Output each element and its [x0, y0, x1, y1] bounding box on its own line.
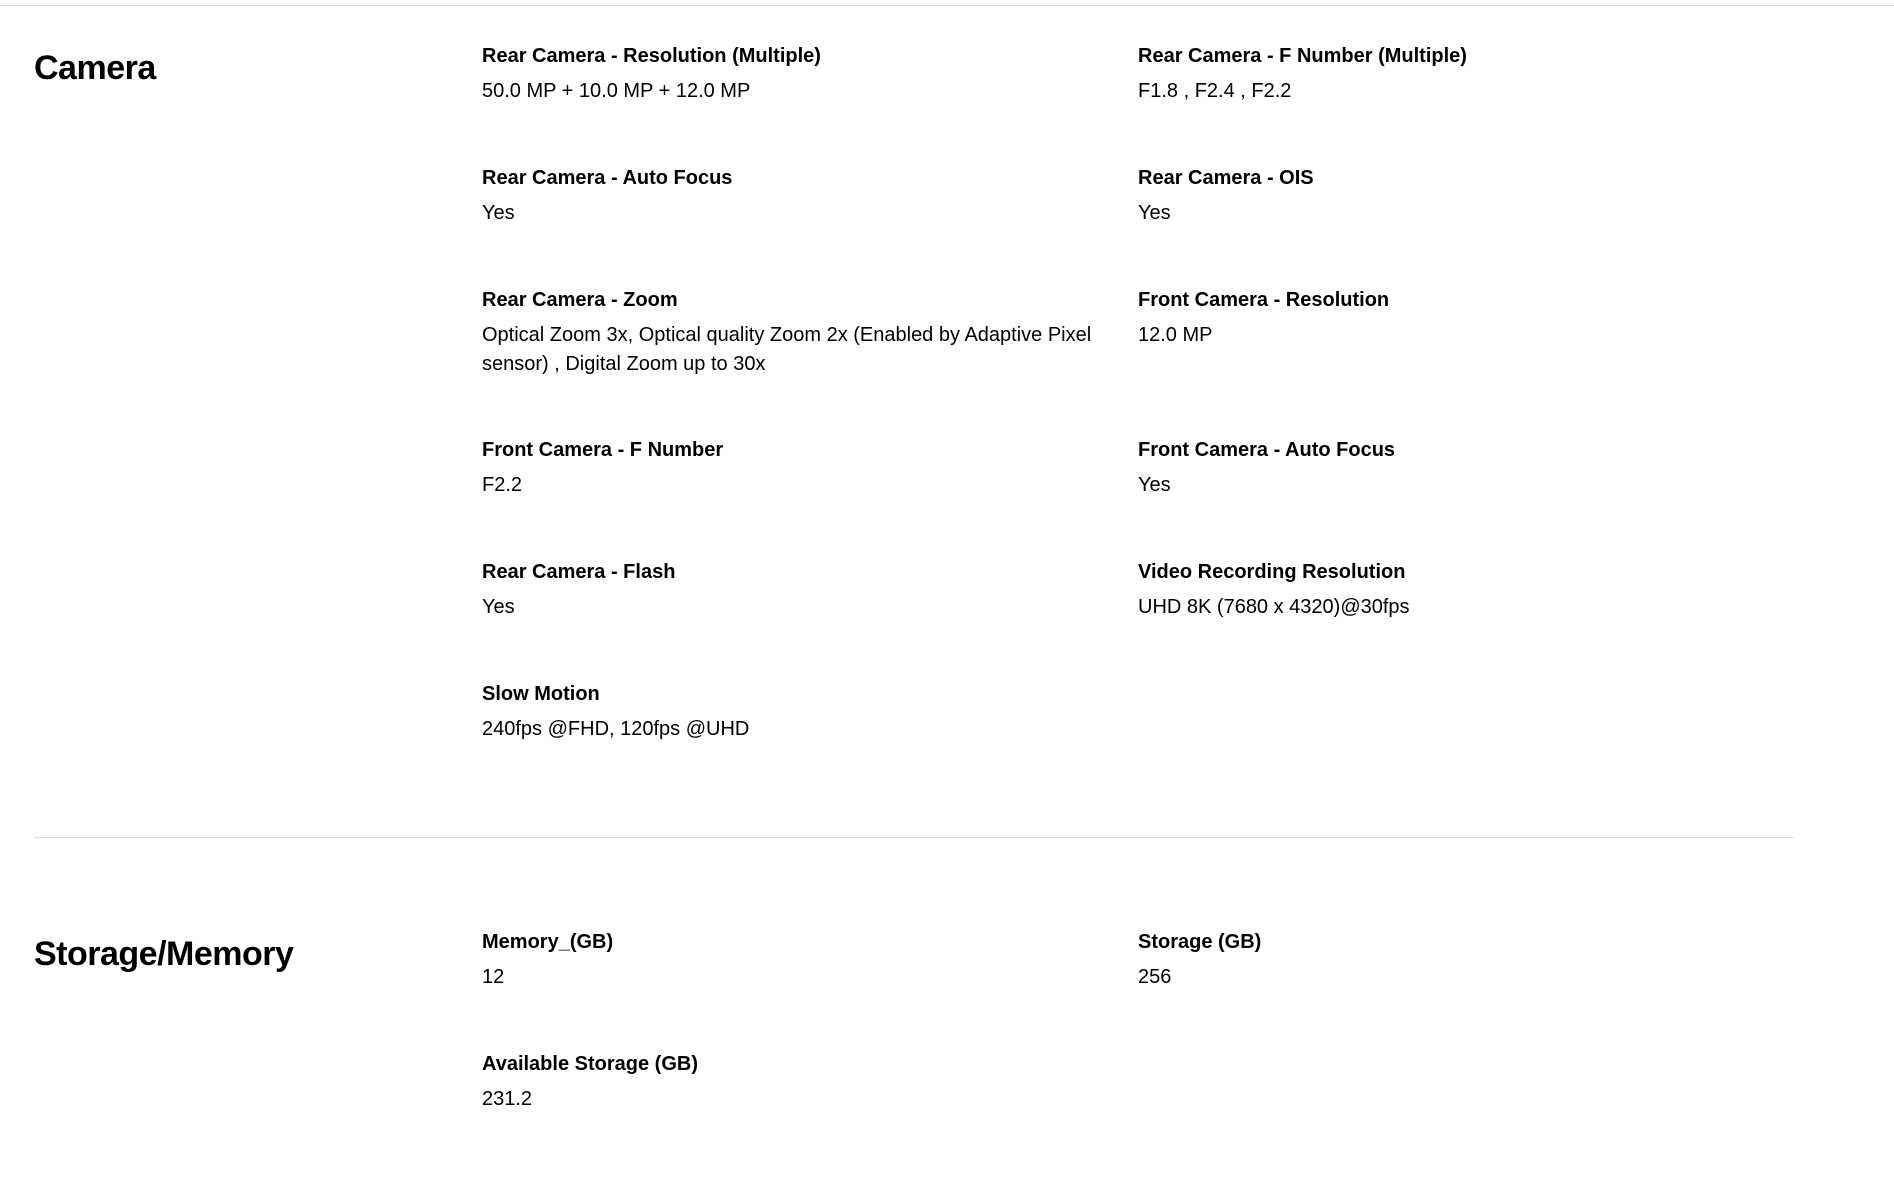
spec-label: Front Camera - F Number — [482, 439, 724, 461]
camera-section-title: Camera — [34, 49, 156, 87]
spec-value: Optical Zoom 3x, Optical quality Zoom 2x (Enabled by Adaptive Pixel sensor) , Digital Zoom up to 30x — [482, 324, 1092, 375]
spec-value: F1.8 , F2.4 , F2.2 — [1138, 80, 1292, 102]
spec-value: Yes — [1138, 202, 1171, 224]
storage-section-title: Storage/Memory — [34, 935, 294, 973]
spec-storage — [1138, 930, 1748, 992]
spec-rear-camera-f-number — [1138, 44, 1748, 106]
spec-label: Front Camera - Auto Focus — [1138, 439, 1396, 461]
spec-value: 50.0 MP + 10.0 MP + 12.0 MP — [482, 80, 751, 102]
top-divider — [0, 5, 1894, 6]
spec-value: Yes — [1138, 474, 1171, 496]
spec-label: Memory_(GB) — [482, 931, 614, 953]
spec-value: 231.2 — [482, 1088, 533, 1110]
spec-label: Rear Camera - Resolution (Multiple) — [482, 45, 821, 67]
spec-rear-camera-flash — [482, 560, 1092, 622]
spec-front-camera-resolution — [1138, 288, 1748, 350]
spec-rear-camera-resolution — [482, 44, 1092, 106]
spec-value: 256 — [1138, 966, 1172, 988]
spec-label: Front Camera - Resolution — [1138, 289, 1390, 311]
spec-label: Rear Camera - Zoom — [482, 289, 678, 311]
spec-value: UHD 8K (7680 x 4320)@30fps — [1138, 596, 1410, 618]
spec-memory — [482, 930, 1092, 992]
spec-value: 240fps @FHD, 120fps @UHD — [482, 718, 750, 740]
spec-label: Available Storage (GB) — [482, 1053, 698, 1075]
spec-value: 12.0 MP — [1138, 324, 1213, 346]
spec-label: Rear Camera - F Number (Multiple) — [1138, 45, 1467, 67]
spec-value: Yes — [482, 202, 515, 224]
spec-label: Rear Camera - OIS — [1138, 167, 1314, 189]
spec-label: Rear Camera - Auto Focus — [482, 167, 733, 189]
spec-label: Storage (GB) — [1138, 931, 1262, 953]
spec-label: Slow Motion — [482, 683, 600, 705]
spec-value: Yes — [482, 596, 515, 618]
spec-label: Video Recording Resolution — [1138, 561, 1406, 583]
spec-label: Rear Camera - Flash — [482, 561, 676, 583]
spec-value: 12 — [482, 966, 505, 988]
spec-video-recording-resolution — [1138, 560, 1748, 622]
spec-rear-camera-ois — [1138, 166, 1748, 228]
section-divider — [34, 837, 1794, 838]
spec-slow-motion — [482, 682, 1092, 744]
spec-front-camera-auto-focus — [1138, 438, 1748, 500]
spec-rear-camera-zoom — [482, 288, 1092, 379]
spec-value: F2.2 — [482, 474, 523, 496]
spec-front-camera-f-number — [482, 438, 1092, 500]
spec-rear-camera-auto-focus — [482, 166, 1092, 228]
spec-available-storage — [482, 1052, 1092, 1114]
